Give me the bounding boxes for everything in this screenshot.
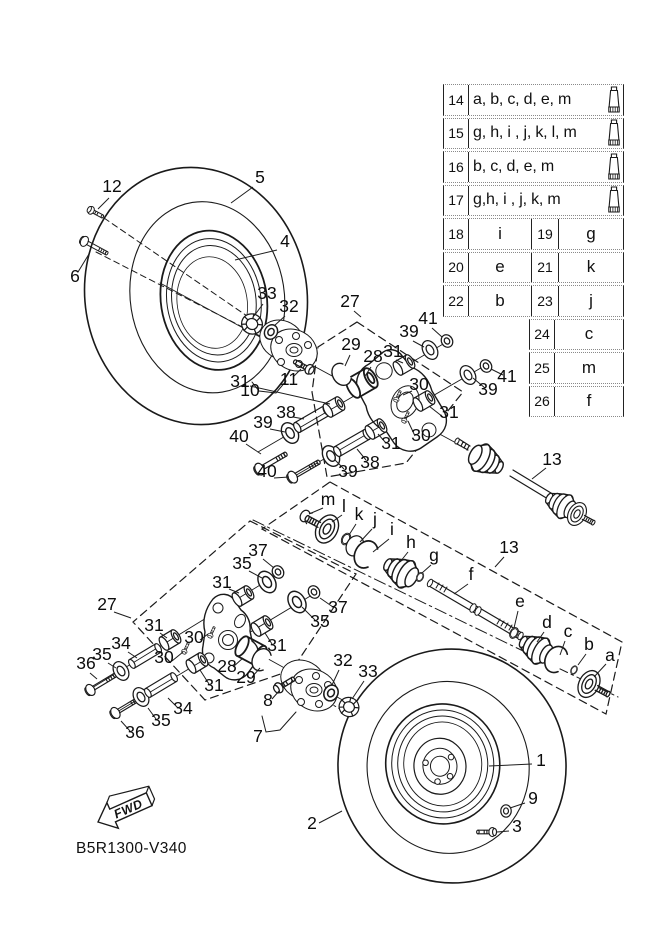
part-label-40: 40: [229, 426, 249, 446]
leader-line: [332, 670, 339, 685]
ring-b: [569, 665, 579, 676]
leader-line: [594, 664, 606, 677]
part-label-40: 40: [257, 461, 277, 481]
part-label-35: 35: [310, 611, 330, 631]
grease-reference-table: [443, 84, 624, 419]
row-letter: f: [586, 391, 592, 411]
leader-line: [98, 198, 109, 209]
table-row: [529, 352, 624, 384]
part-label-7: 7: [253, 726, 263, 746]
row-letter: k: [586, 257, 596, 277]
part-label-37: 37: [248, 540, 268, 560]
leader-line: [454, 584, 468, 594]
row-letter: c: [584, 324, 594, 344]
fwd-label: FWD: [111, 796, 145, 822]
row-letter: e: [495, 257, 505, 277]
leader-line: [263, 559, 274, 568]
washer-39: [419, 338, 441, 362]
row-number: 19: [531, 219, 559, 249]
bolt-36: [83, 670, 119, 698]
table-row: [443, 151, 624, 183]
leader-line: [345, 355, 350, 366]
part-label-a: a: [605, 645, 615, 665]
part-label-3: 3: [512, 816, 522, 836]
row-letters: g, h, i , j, k, l, m: [473, 124, 577, 142]
axle-shaft-f: [426, 578, 524, 640]
part-label-13: 13: [499, 537, 519, 557]
nut-9: [501, 805, 511, 817]
part-label-11: 11: [279, 369, 299, 389]
part-label-k: k: [354, 504, 364, 524]
part-label-34: 34: [173, 698, 193, 718]
row-letter: g: [586, 223, 596, 243]
leader-line: [349, 524, 356, 535]
part-label-31: 31: [230, 371, 250, 391]
grease-tube-icon: [607, 86, 621, 114]
part-label-33: 33: [358, 661, 378, 681]
table-row: [443, 118, 624, 150]
row-letters: g,h, i , j, k, m: [473, 191, 561, 209]
table-row: [443, 285, 624, 317]
part-label-10: 10: [240, 380, 260, 400]
screw-12: [86, 205, 105, 220]
part-label-30: 30: [154, 647, 174, 667]
part-label-31: 31: [204, 675, 224, 695]
leader-line: [514, 611, 518, 628]
row-letter: i: [498, 223, 502, 243]
part-label-41: 41: [497, 366, 517, 386]
leader-line: [495, 557, 504, 567]
row-number: 16: [444, 152, 469, 182]
part-label-31: 31: [381, 433, 401, 453]
part-label-39: 39: [478, 379, 498, 399]
row-number: 25: [530, 353, 555, 383]
part-label-f: f: [468, 564, 474, 584]
row-letters: a, b, c, d, e, m: [473, 90, 572, 108]
part-label-c: c: [563, 621, 573, 641]
grease-tube-icon: [607, 186, 621, 214]
part-label-35: 35: [92, 644, 112, 664]
part-label-27: 27: [340, 291, 360, 311]
part-label-9: 9: [528, 788, 538, 808]
part-label-m: m: [320, 489, 336, 509]
part-label-e: e: [515, 591, 525, 611]
part-label-33: 33: [257, 283, 277, 303]
grease-tube-icon: [605, 152, 623, 182]
grease-tube-icon: [605, 186, 623, 216]
row-number: 24: [530, 320, 555, 350]
part-label-30: 30: [411, 425, 431, 445]
row-number: 22: [444, 286, 469, 316]
part-label-b: b: [584, 634, 594, 654]
part-label-h: h: [406, 532, 416, 552]
part-label-5: 5: [255, 167, 265, 187]
part-label-32: 32: [279, 296, 299, 316]
grease-tube-icon: [605, 85, 623, 115]
nut-37: [306, 584, 322, 601]
part-label-l: l: [342, 496, 346, 516]
table-row: [443, 84, 624, 116]
table-row: [443, 185, 624, 217]
part-label-8: 8: [263, 690, 273, 710]
part-label-31: 31: [267, 635, 287, 655]
leader-line: [432, 328, 442, 337]
leader-line: [422, 565, 431, 573]
part-label-36: 36: [125, 722, 145, 742]
table-row: [443, 252, 624, 284]
part-label-31: 31: [439, 402, 459, 422]
row-number: 26: [530, 387, 555, 417]
grease-tube-icon: [607, 153, 621, 181]
fwd-direction-arrow: [90, 780, 159, 835]
part-label-g: g: [429, 545, 439, 565]
part-label-39: 39: [253, 412, 273, 432]
leader-line: [360, 529, 372, 542]
row-number: 20: [444, 253, 469, 283]
washer-35: [284, 588, 310, 616]
outer-joint-a: [574, 667, 617, 708]
leader-line: [532, 468, 546, 479]
part-label-38: 38: [360, 452, 380, 472]
part-label-12: 12: [102, 176, 122, 196]
part-label-4: 4: [280, 231, 290, 251]
row-number: 21: [531, 253, 559, 283]
table-row: [529, 386, 624, 418]
row-number: 14: [444, 85, 469, 115]
part-label-29: 29: [341, 334, 361, 354]
part-label-d: d: [542, 612, 552, 632]
part-label-41: 41: [418, 308, 438, 328]
part-label-35: 35: [151, 710, 171, 730]
row-number: 17: [444, 186, 469, 216]
row-letter: j: [589, 290, 593, 310]
axle-inner-boot: [464, 439, 509, 482]
part-label-30: 30: [184, 627, 204, 647]
part-label-1: 1: [536, 750, 546, 770]
row-number: 15: [444, 119, 469, 149]
grease-tube-icon: [607, 119, 621, 147]
row-number: 18: [444, 219, 469, 249]
part-label-13: 13: [542, 449, 562, 469]
row-number: 23: [531, 286, 559, 316]
part-label-i: i: [390, 519, 394, 539]
row-letter: b: [495, 290, 505, 310]
part-label-32: 32: [333, 650, 353, 670]
part-label-j: j: [373, 509, 377, 529]
table-row: [443, 218, 624, 250]
part-label-35: 35: [232, 553, 252, 573]
part-label-27: 27: [97, 594, 117, 614]
grease-tube-icon: [605, 119, 623, 149]
part-label-39: 39: [338, 461, 358, 481]
part-label-31: 31: [383, 341, 403, 361]
part-label-31: 31: [212, 572, 232, 592]
boot-h: [378, 550, 423, 593]
row-letters: b, c, d, e, m: [473, 157, 554, 175]
leader-line: [90, 673, 97, 679]
part-label-28: 28: [363, 346, 383, 366]
bushing-31: [321, 395, 347, 418]
part-label-6: 6: [70, 266, 80, 286]
part-label-2: 2: [307, 813, 317, 833]
table-row: [529, 319, 624, 351]
part-label-28: 28: [217, 656, 237, 676]
part-label-34: 34: [111, 633, 131, 653]
part-label-39: 39: [399, 321, 419, 341]
part-label-37: 37: [328, 597, 348, 617]
part-label-38: 38: [276, 402, 296, 422]
collar-34: [143, 672, 179, 699]
part-label-31: 31: [144, 615, 164, 635]
part-label-29: 29: [236, 667, 256, 687]
row-letter: m: [581, 357, 597, 377]
drawing-code: B5R1300-V340: [76, 840, 187, 857]
leader-line: [578, 654, 586, 665]
leader-line: [354, 311, 361, 317]
bracket-7: [262, 712, 296, 732]
part-label-30: 30: [409, 374, 429, 394]
part-label-36: 36: [76, 653, 96, 673]
leader-line: [319, 811, 342, 823]
